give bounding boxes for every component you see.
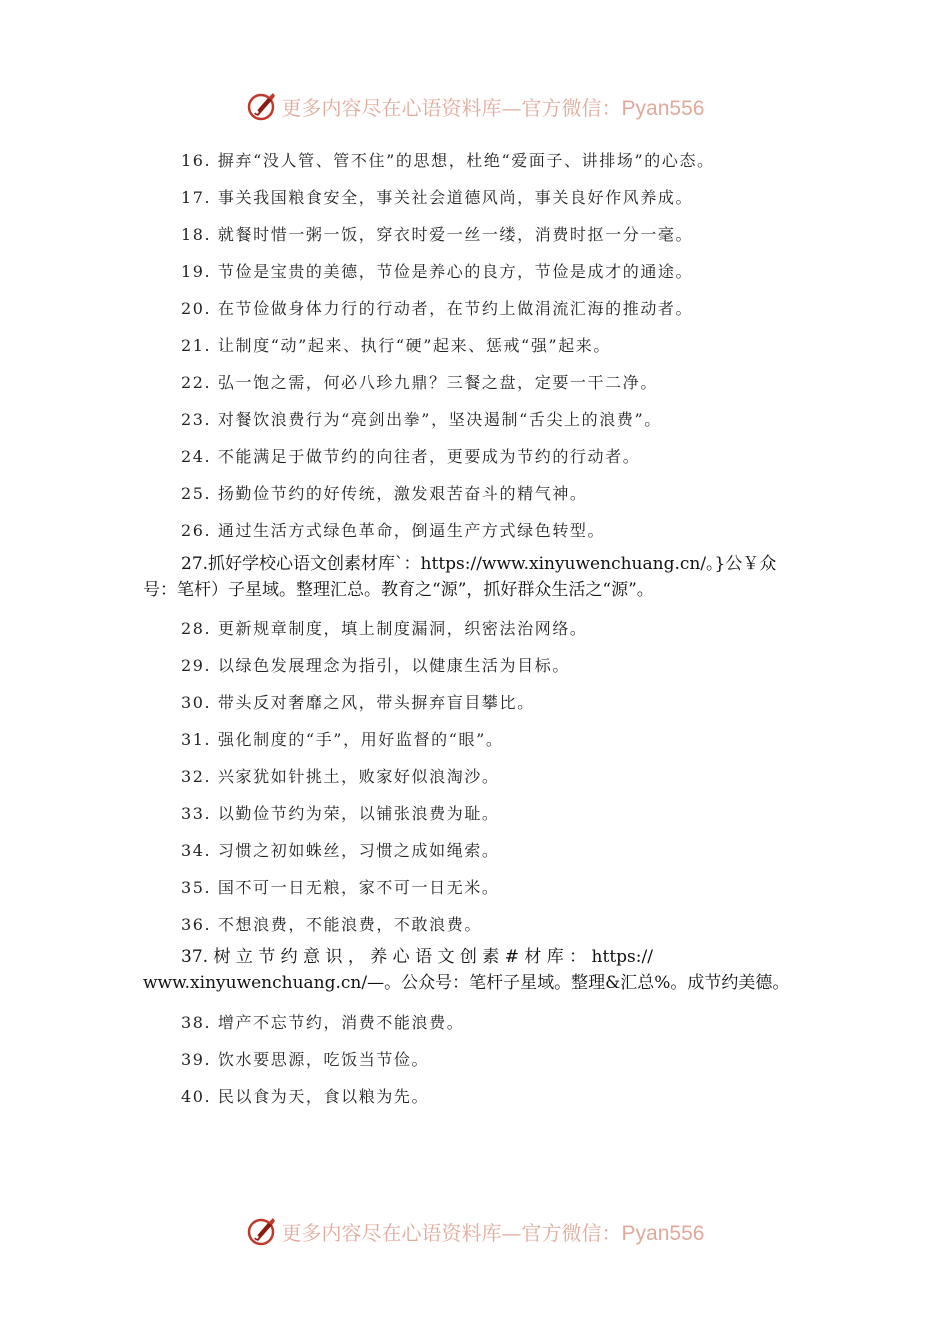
- list-item: 17. 事关我国粮食安全，事关社会道德风尚，事关良好作风养成。: [181, 188, 694, 207]
- banner-wechat-id: Pyan556: [621, 1221, 705, 1245]
- list-item: 33. 以勤俭节约为荣，以铺张浪费为耻。: [181, 804, 500, 823]
- list-item: 40. 民以食为天，食以粮为先。: [181, 1087, 430, 1106]
- paragraph-27: [143, 551, 809, 603]
- list-item: 26. 通过生活方式绿色革命，倒逼生产方式绿色转型。: [181, 521, 606, 540]
- paragraph-37: [143, 944, 809, 996]
- pen-logo-icon: [246, 1215, 278, 1247]
- list-item: 22. 弘一饱之需，何必八珍九鼎？三餐之盘，定要一干二净。: [181, 373, 658, 392]
- list-item: 31. 强化制度的“手”，用好监督的“眼”。: [181, 730, 504, 749]
- paragraph-37-line2: www.xinyuwenchuang.cn/—。公众号：笔杆子星域。整理&汇总%。成节约美德。: [143, 973, 790, 993]
- banner-cn: 更多内容尽在心语资料库—官方微信：: [281, 95, 622, 120]
- list-item: 34. 习惯之初如蛛丝，习惯之成如绳索。: [181, 841, 500, 860]
- footer-banner: [0, 1211, 950, 1251]
- list-item: 18. 就餐时惜一粥一饭，穿衣时爱一丝一缕，消费时抠一分一毫。: [181, 225, 694, 244]
- list-item: 19. 节俭是宝贵的美德，节俭是养心的良方，节俭是成才的通途。: [181, 262, 694, 281]
- banner-cn: 更多内容尽在心语资料库—官方微信：: [281, 1220, 622, 1245]
- list-item: 16. 摒弃“没人管、管不住”的思想，杜绝“爱面子、讲排场”的心态。: [181, 151, 715, 170]
- list-item: 20. 在节俭做身体力行的行动者，在节约上做涓流汇海的推动者。: [181, 299, 694, 318]
- list-item: 36. 不想浪费，不能浪费，不敢浪费。: [181, 915, 482, 934]
- list-item: 29. 以绿色发展理念为指引，以健康生活为目标。: [181, 656, 570, 675]
- list-item: 25. 扬勤俭节约的好传统，激发艰苦奋斗的精气神。: [181, 484, 588, 503]
- header-banner: [0, 86, 950, 126]
- paragraph-27-line2: 号：笔杆）子星域。整理汇总。教育之“源”，抓好群众生活之“源”。: [143, 580, 654, 600]
- banner-text: [282, 1217, 705, 1246]
- list-item: 28. 更新规章制度，填上制度漏洞，织密法治网络。: [181, 619, 588, 638]
- paragraph-27-line1: 27.抓好学校心语文创素材库`：https://www.xinyuwenchuang.cn/。}公￥众: [181, 554, 777, 574]
- paragraph-37-line1: 37. 树 立 节 约 意 识 ， 养 心 语 文 创 素 # 材 库 ： https://: [181, 947, 653, 967]
- pen-logo-icon: [246, 90, 278, 122]
- list-item: 38. 增产不忘节约，消费不能浪费。: [181, 1013, 465, 1032]
- list-item: 30. 带头反对奢靡之风，带头摒弃盲目攀比。: [181, 693, 535, 712]
- list-item: 32. 兴家犹如针挑土，败家好似浪淘沙。: [181, 767, 500, 786]
- list-item: 23. 对餐饮浪费行为“亮剑出拳”，坚决遏制“舌尖上的浪费”。: [181, 410, 662, 429]
- banner-text: [282, 92, 705, 121]
- banner-wechat-id: Pyan556: [621, 96, 705, 120]
- list-item: 21. 让制度“动”起来、执行“硬”起来、惩戒“强”起来。: [181, 336, 612, 355]
- list-item: 24. 不能满足于做节约的向往者，更要成为节约的行动者。: [181, 447, 641, 466]
- list-item: 39. 饮水要思源，吃饭当节俭。: [181, 1050, 430, 1069]
- list-item: 35. 国不可一日无粮，家不可一日无米。: [181, 878, 500, 897]
